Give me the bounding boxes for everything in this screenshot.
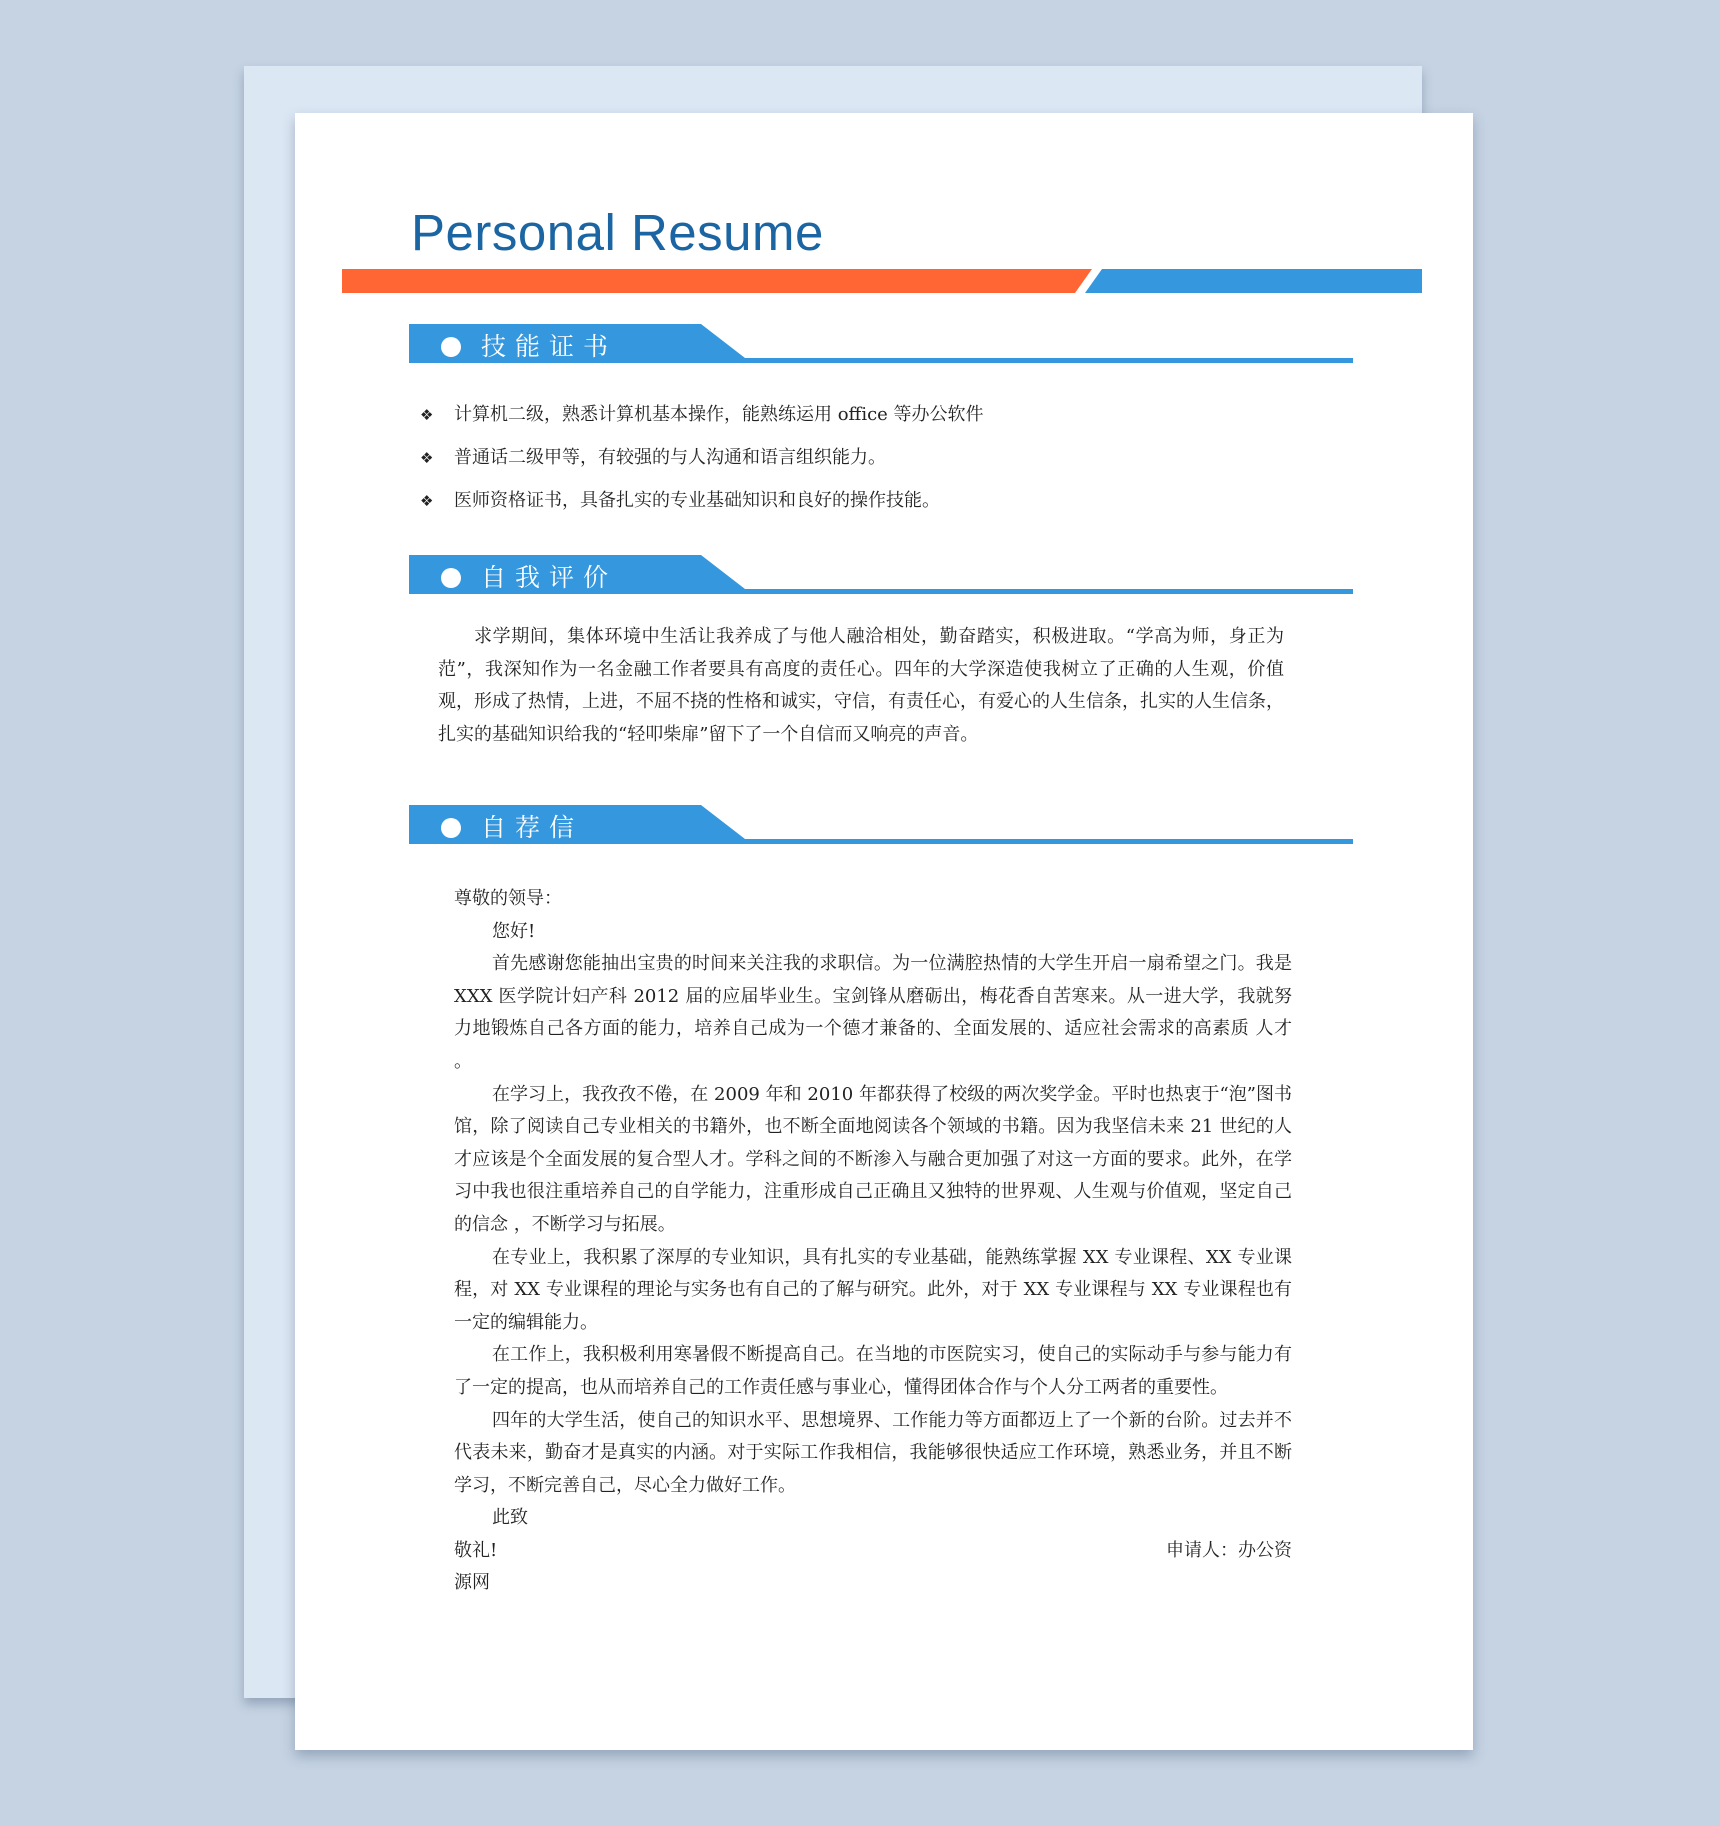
diamond-bullet-icon: ❖ <box>420 406 434 424</box>
list-item: ❖ 医师资格证书，具备扎实的专业基础知识和良好的操作技能。 <box>420 479 1360 522</box>
letter-sign-row <box>454 1535 1292 1568</box>
letter-regards: 敬礼! <box>454 1539 498 1561</box>
skills-list <box>420 393 1360 522</box>
diamond-bullet-icon: ❖ <box>420 449 434 467</box>
page-title: Personal Resume <box>411 204 824 261</box>
title-accent-bar <box>342 269 1422 293</box>
section-dot-icon <box>441 568 461 588</box>
section-header-skills <box>409 324 1353 366</box>
letter-paragraph: 在学习上，我孜孜不倦，在 2009 年和 2010 年都获得了校级的两次奖学金。平时也热衷于“泡”图书馆，除了阅读自己专业相关的书籍外，也不断全面地阅读各个领域的书籍。因为我坚信未来 21 世纪的人才应该是个全面发展的复合型人才。学科之间的不断渗入与融合更加强了对这一方面的要求。此外，在学习中我也很注重培养自己的自学能力，注重形成自己正确且又独特的世界观、人生观与价值观，坚定自己的信念 ，不断学习与拓展。 <box>454 1083 1292 1235</box>
letter-paragraph: 在专业上，我积累了深厚的专业知识，具有扎实的专业基础，能熟练掌握 XX 专业课程、XX 专业课程，对 XX 专业课程的理论与实务也有自己的了解与研究。此外，对于 XX 专业课程与 XX 专业课程也有一定的编辑能力。 <box>454 1246 1292 1333</box>
section-header-cover-letter <box>409 805 1353 847</box>
section-dot-icon <box>441 818 461 838</box>
letter-paragraph: 首先感谢您能抽出宝贵的时间来关注我的求职信。为一位满腔热情的大学生开启一扇希望之门。我是 XXX 医学院计妇产科 2012 届的应届毕业生。宝剑锋从磨砺出，梅花香自苦寒来。从一进大学，我就努力地锻炼自己各方面的能力，培养自己成为一个德才兼备的、全面发展的、适应社会需求的高素质 人才 。 <box>454 953 1292 1072</box>
letter-greeting: 您好! <box>492 920 536 942</box>
letter-closing: 此致 <box>492 1507 528 1529</box>
letter-signature-continued: 源网 <box>454 1572 490 1594</box>
diamond-bullet-icon: ❖ <box>420 492 434 510</box>
letter-signature: 申请人：办公资 <box>1166 1539 1292 1561</box>
list-item: ❖ 普通话二级甲等，有较强的与人沟通和语言组织能力。 <box>420 436 1360 479</box>
section-dot-icon <box>441 337 461 357</box>
list-item: ❖ 计算机二级，熟悉计算机基本操作，能熟练运用 office 等办公软件 <box>420 393 1360 436</box>
letter-paragraph: 在工作上，我积极利用寒暑假不断提高自己。在当地的市医院实习，使自己的实际动手与参与能力有了一定的提高，也从而培养自己的工作责任感与事业心，懂得团体合作与个人分工两者的重要性。 <box>454 1344 1292 1398</box>
letter-paragraph: 四年的大学生活，使自己的知识水平、思想境界、工作能力等方面都迈上了一个新的台阶。过去并不代表未来，勤奋才是真实的内涵。对于实际工作我相信，我能够很快适应工作环境，熟悉业务，并且不断学习，不断完善自己，尽心全力做好工作。 <box>454 1409 1292 1496</box>
section-title-self-evaluation: 自我评价 <box>481 563 618 592</box>
cover-letter <box>454 883 1292 1600</box>
self-evaluation-text: 求学期间，集体环境中生活让我养成了与他人融洽相处，勤奋踏实，积极进取。“学高为师，身正为范”，我深知作为一名金融工作者要具有高度的责任心。四年的大学深造使我树立了正确的人生观，价值观，形成了热情，上进，不屈不挠的性格和诚实，守信，有责任心，有爱心的人生信条，扎实的人生信条，扎实的基础知识给我的“轻叩柴扉”留下了一个自信而又响亮的声音。 <box>438 626 1284 745</box>
section-title-cover-letter: 自荐信 <box>481 813 584 842</box>
letter-salutation: 尊敬的领导： <box>454 888 562 909</box>
section-title-skills: 技能证书 <box>481 332 618 361</box>
section-header-self-evaluation <box>409 555 1353 597</box>
resume-page <box>295 113 1473 1750</box>
